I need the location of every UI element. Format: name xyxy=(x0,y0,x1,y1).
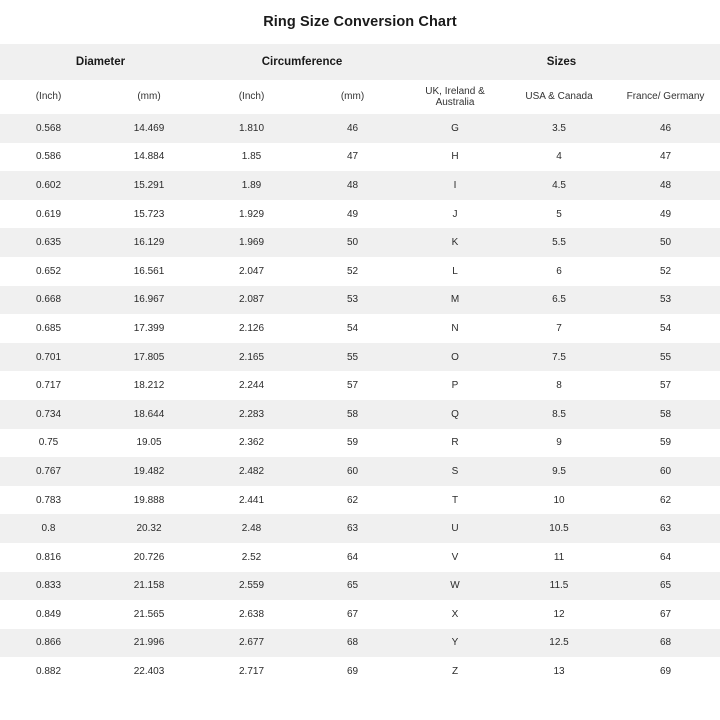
cell-diameter-inch: 0.652 xyxy=(0,257,97,286)
cell-circumference-inch: 2.638 xyxy=(201,600,302,629)
table-row xyxy=(0,572,720,601)
cell-size-france: 59 xyxy=(611,429,720,458)
cell-size-uk: Q xyxy=(403,400,507,429)
cell-diameter-mm: 21.565 xyxy=(97,600,201,629)
cell-size-usa: 11.5 xyxy=(507,572,611,601)
cell-size-uk: L xyxy=(403,257,507,286)
cell-diameter-inch: 0.568 xyxy=(0,114,97,143)
cell-diameter-inch: 0.849 xyxy=(0,600,97,629)
cell-size-france: 57 xyxy=(611,371,720,400)
cell-size-uk: H xyxy=(403,143,507,172)
cell-circumference-inch: 2.559 xyxy=(201,572,302,601)
table-row xyxy=(0,657,720,686)
table-row xyxy=(0,486,720,515)
cell-size-usa: 9.5 xyxy=(507,457,611,486)
cell-circumference-inch: 2.047 xyxy=(201,257,302,286)
table-row xyxy=(0,457,720,486)
cell-diameter-mm: 21.996 xyxy=(97,629,201,658)
cell-diameter-inch: 0.75 xyxy=(0,429,97,458)
cell-size-france: 58 xyxy=(611,400,720,429)
cell-circumference-inch: 2.482 xyxy=(201,457,302,486)
cell-diameter-inch: 0.685 xyxy=(0,314,97,343)
table-row xyxy=(0,200,720,229)
cell-circumference-mm: 62 xyxy=(302,486,403,515)
cell-diameter-mm: 17.805 xyxy=(97,343,201,372)
cell-size-usa: 4.5 xyxy=(507,171,611,200)
cell-diameter-inch: 0.882 xyxy=(0,657,97,686)
cell-size-usa: 4 xyxy=(507,143,611,172)
cell-size-france: 54 xyxy=(611,314,720,343)
cell-diameter-inch: 0.668 xyxy=(0,286,97,315)
table-row xyxy=(0,514,720,543)
cell-size-france: 47 xyxy=(611,143,720,172)
cell-circumference-inch: 1.85 xyxy=(201,143,302,172)
cell-circumference-mm: 53 xyxy=(302,286,403,315)
cell-size-uk: I xyxy=(403,171,507,200)
table-row xyxy=(0,143,720,172)
cell-diameter-mm: 15.291 xyxy=(97,171,201,200)
cell-size-usa: 6 xyxy=(507,257,611,286)
cell-size-uk: X xyxy=(403,600,507,629)
cell-size-uk: T xyxy=(403,486,507,515)
cell-size-usa: 8 xyxy=(507,371,611,400)
cell-size-uk: P xyxy=(403,371,507,400)
cell-circumference-inch: 2.362 xyxy=(201,429,302,458)
cell-circumference-inch: 2.283 xyxy=(201,400,302,429)
cell-size-france: 62 xyxy=(611,486,720,515)
cell-size-usa: 13 xyxy=(507,657,611,686)
cell-size-uk: N xyxy=(403,314,507,343)
cell-size-uk: O xyxy=(403,343,507,372)
sub-header-diameter-mm: (mm) xyxy=(97,80,201,114)
cell-diameter-mm: 20.726 xyxy=(97,543,201,572)
cell-circumference-mm: 46 xyxy=(302,114,403,143)
group-header-sizes: Sizes xyxy=(403,44,720,80)
table-row xyxy=(0,429,720,458)
cell-circumference-inch: 1.89 xyxy=(201,171,302,200)
cell-size-uk: Z xyxy=(403,657,507,686)
cell-circumference-mm: 67 xyxy=(302,600,403,629)
table-row xyxy=(0,257,720,286)
cell-size-uk: V xyxy=(403,543,507,572)
cell-size-usa: 9 xyxy=(507,429,611,458)
cell-circumference-mm: 47 xyxy=(302,143,403,172)
cell-size-france: 63 xyxy=(611,514,720,543)
cell-diameter-mm: 17.399 xyxy=(97,314,201,343)
sub-header-uk: UK, Ireland & Australia xyxy=(403,80,507,114)
cell-size-uk: U xyxy=(403,514,507,543)
cell-size-france: 49 xyxy=(611,200,720,229)
sub-header-circumference-inch: (Inch) xyxy=(201,80,302,114)
cell-circumference-inch: 1.929 xyxy=(201,200,302,229)
cell-size-france: 65 xyxy=(611,572,720,601)
cell-size-usa: 3.5 xyxy=(507,114,611,143)
group-header-row xyxy=(0,44,720,80)
cell-diameter-mm: 15.723 xyxy=(97,200,201,229)
table-row xyxy=(0,400,720,429)
page-title: Ring Size Conversion Chart xyxy=(263,14,457,30)
cell-circumference-inch: 2.717 xyxy=(201,657,302,686)
cell-circumference-mm: 48 xyxy=(302,171,403,200)
cell-diameter-mm: 18.212 xyxy=(97,371,201,400)
cell-circumference-mm: 65 xyxy=(302,572,403,601)
cell-diameter-inch: 0.717 xyxy=(0,371,97,400)
cell-size-france: 69 xyxy=(611,657,720,686)
cell-circumference-inch: 2.126 xyxy=(201,314,302,343)
cell-diameter-inch: 0.866 xyxy=(0,629,97,658)
cell-circumference-mm: 55 xyxy=(302,343,403,372)
cell-circumference-mm: 50 xyxy=(302,228,403,257)
cell-size-usa: 5.5 xyxy=(507,228,611,257)
cell-size-uk: Y xyxy=(403,629,507,658)
cell-diameter-inch: 0.783 xyxy=(0,486,97,515)
table-row xyxy=(0,543,720,572)
cell-size-uk: M xyxy=(403,286,507,315)
cell-diameter-inch: 0.734 xyxy=(0,400,97,429)
cell-circumference-mm: 68 xyxy=(302,629,403,658)
cell-size-france: 46 xyxy=(611,114,720,143)
cell-size-france: 48 xyxy=(611,171,720,200)
cell-circumference-mm: 58 xyxy=(302,400,403,429)
cell-circumference-inch: 2.165 xyxy=(201,343,302,372)
cell-size-france: 52 xyxy=(611,257,720,286)
cell-size-uk: W xyxy=(403,572,507,601)
sub-header-row xyxy=(0,80,720,114)
cell-diameter-mm: 16.967 xyxy=(97,286,201,315)
cell-size-france: 67 xyxy=(611,600,720,629)
cell-diameter-inch: 0.833 xyxy=(0,572,97,601)
group-header-circumference: Circumference xyxy=(201,44,403,80)
cell-diameter-mm: 16.129 xyxy=(97,228,201,257)
cell-circumference-inch: 2.677 xyxy=(201,629,302,658)
cell-size-usa: 11 xyxy=(507,543,611,572)
cell-diameter-inch: 0.767 xyxy=(0,457,97,486)
sub-header-diameter-inch: (Inch) xyxy=(0,80,97,114)
cell-circumference-inch: 2.441 xyxy=(201,486,302,515)
table-row xyxy=(0,228,720,257)
table-row xyxy=(0,171,720,200)
table-row xyxy=(0,371,720,400)
table-row xyxy=(0,286,720,315)
cell-size-france: 64 xyxy=(611,543,720,572)
cell-size-usa: 5 xyxy=(507,200,611,229)
ring-size-conversion-table xyxy=(0,44,720,686)
cell-circumference-inch: 2.244 xyxy=(201,371,302,400)
cell-size-usa: 7.5 xyxy=(507,343,611,372)
cell-size-france: 60 xyxy=(611,457,720,486)
cell-size-uk: J xyxy=(403,200,507,229)
cell-diameter-mm: 16.561 xyxy=(97,257,201,286)
cell-size-usa: 12 xyxy=(507,600,611,629)
sub-header-usa: USA & Canada xyxy=(507,80,611,114)
cell-size-usa: 8.5 xyxy=(507,400,611,429)
cell-diameter-mm: 18.644 xyxy=(97,400,201,429)
cell-size-uk: R xyxy=(403,429,507,458)
cell-diameter-inch: 0.602 xyxy=(0,171,97,200)
cell-diameter-mm: 14.884 xyxy=(97,143,201,172)
cell-circumference-mm: 60 xyxy=(302,457,403,486)
cell-size-usa: 10 xyxy=(507,486,611,515)
cell-circumference-inch: 2.52 xyxy=(201,543,302,572)
cell-size-uk: G xyxy=(403,114,507,143)
table-body xyxy=(0,44,720,686)
group-header-diameter: Diameter xyxy=(0,44,201,80)
cell-size-usa: 12.5 xyxy=(507,629,611,658)
cell-circumference-inch: 2.48 xyxy=(201,514,302,543)
cell-size-france: 53 xyxy=(611,286,720,315)
cell-circumference-inch: 1.969 xyxy=(201,228,302,257)
cell-circumference-mm: 63 xyxy=(302,514,403,543)
cell-circumference-inch: 2.087 xyxy=(201,286,302,315)
cell-size-france: 55 xyxy=(611,343,720,372)
cell-circumference-mm: 59 xyxy=(302,429,403,458)
cell-diameter-mm: 19.482 xyxy=(97,457,201,486)
cell-diameter-inch: 0.701 xyxy=(0,343,97,372)
cell-size-usa: 6.5 xyxy=(507,286,611,315)
table-row xyxy=(0,343,720,372)
cell-diameter-inch: 0.586 xyxy=(0,143,97,172)
cell-diameter-mm: 20.32 xyxy=(97,514,201,543)
cell-size-usa: 10.5 xyxy=(507,514,611,543)
cell-diameter-mm: 14.469 xyxy=(97,114,201,143)
cell-circumference-mm: 52 xyxy=(302,257,403,286)
cell-size-france: 50 xyxy=(611,228,720,257)
cell-size-usa: 7 xyxy=(507,314,611,343)
cell-size-uk: K xyxy=(403,228,507,257)
cell-diameter-inch: 0.816 xyxy=(0,543,97,572)
cell-circumference-mm: 49 xyxy=(302,200,403,229)
cell-circumference-mm: 54 xyxy=(302,314,403,343)
cell-size-uk: S xyxy=(403,457,507,486)
sub-header-circumference-mm: (mm) xyxy=(302,80,403,114)
cell-circumference-inch: 1.810 xyxy=(201,114,302,143)
table-row xyxy=(0,114,720,143)
cell-circumference-mm: 64 xyxy=(302,543,403,572)
cell-size-france: 68 xyxy=(611,629,720,658)
cell-circumference-mm: 57 xyxy=(302,371,403,400)
cell-diameter-inch: 0.619 xyxy=(0,200,97,229)
table-row xyxy=(0,600,720,629)
cell-diameter-mm: 22.403 xyxy=(97,657,201,686)
sub-header-france: France/ Germany xyxy=(611,80,720,114)
cell-diameter-mm: 21.158 xyxy=(97,572,201,601)
cell-diameter-mm: 19.888 xyxy=(97,486,201,515)
cell-diameter-inch: 0.8 xyxy=(0,514,97,543)
table-row xyxy=(0,314,720,343)
cell-diameter-mm: 19.05 xyxy=(97,429,201,458)
table-row xyxy=(0,629,720,658)
cell-circumference-mm: 69 xyxy=(302,657,403,686)
cell-diameter-inch: 0.635 xyxy=(0,228,97,257)
